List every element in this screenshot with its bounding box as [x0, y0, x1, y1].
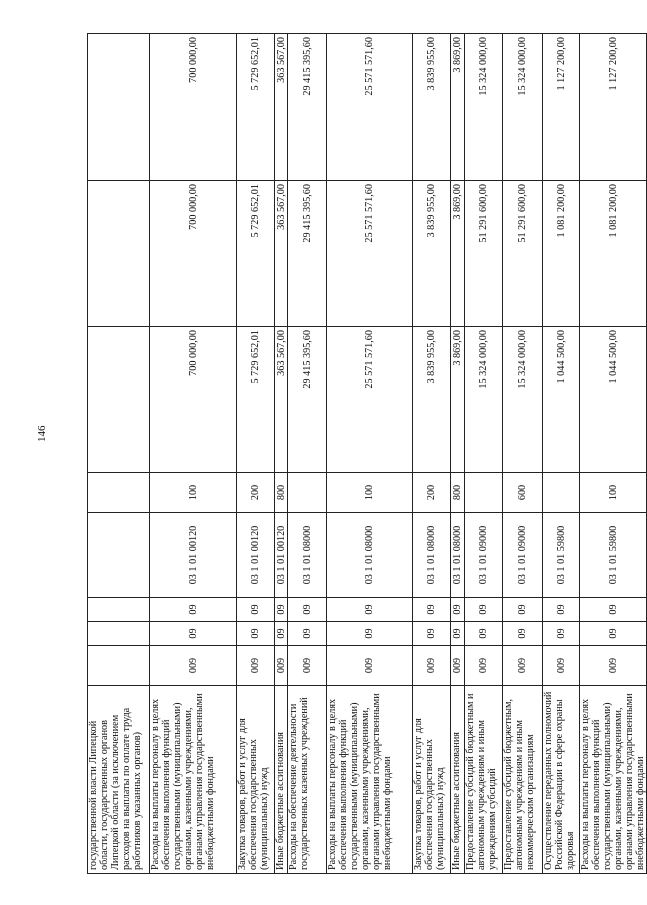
expense-type-cell: 800 [451, 473, 465, 513]
row-name-cell: Расходы на выплаты персоналу в целях обеспечения выполнения функций государственными (муниципальными) органами, казенными учреждениями, органами управления государственными внебюджетными фондами [327, 686, 413, 874]
row-name-cell: Расходы на выплаты персоналу в целях обеспечения выполнения функций государственными (муниципальными) органами, казенными учреждениями, органами управления государственными внебюджетными фондами [150, 686, 237, 874]
section-code-cell: 09 [503, 622, 543, 646]
subsection-code-cell [88, 598, 150, 622]
amount-year1-cell: 5 729 652,01 [237, 327, 275, 473]
amount-year3-cell: 5 729 652,01 [237, 34, 275, 181]
expense-type-cell [465, 473, 503, 513]
table-row [413, 34, 451, 874]
section-code-cell: 09 [275, 622, 288, 646]
amount-year1-cell: 1 044 500,00 [543, 327, 580, 473]
row-name-cell: Предоставление субсидий бюджетным и автономным учреждениям и иным учреждениям субсидий [465, 686, 503, 874]
amount-year2-cell: 3 839 955,00 [413, 181, 451, 327]
section-code-cell: 09 [150, 622, 237, 646]
table-row [451, 34, 465, 874]
table-row [543, 34, 580, 874]
amount-year2-cell: 363 567,00 [275, 181, 288, 327]
amount-year1-cell: 700 000,00 [150, 327, 237, 473]
ministry-code-cell [88, 646, 150, 686]
amount-year3-cell: 1 127 200,00 [580, 34, 647, 181]
amount-year2-cell: 700 000,00 [150, 181, 237, 327]
subsection-code-cell: 09 [275, 598, 288, 622]
page-number: 146 [36, 425, 48, 442]
section-code-cell [88, 622, 150, 646]
subsection-code-cell: 09 [465, 598, 503, 622]
row-name-cell: Расходы на обеспечение деятельности государственных казенных учреждений [288, 686, 327, 874]
amount-year1-cell [88, 327, 150, 473]
amount-year3-cell: 3 869,00 [451, 34, 465, 181]
expense-type-cell: 100 [150, 473, 237, 513]
target-code-cell: 03 1 01 09000 [503, 513, 543, 598]
section-code-cell: 09 [543, 622, 580, 646]
amount-year2-cell: 3 869,00 [451, 181, 465, 327]
amount-year2-cell: 51 291 600,00 [503, 181, 543, 327]
target-code-cell: 03 1 01 08000 [413, 513, 451, 598]
subsection-code-cell: 09 [451, 598, 465, 622]
amount-year1-cell: 3 869,00 [451, 327, 465, 473]
row-name-cell: Иные бюджетные ассигнования [275, 686, 288, 874]
amount-year3-cell: 15 324 000,00 [503, 34, 543, 181]
section-code-cell: 09 [237, 622, 275, 646]
amount-year1-cell: 363 567,00 [275, 327, 288, 473]
ministry-code-cell: 009 [543, 646, 580, 686]
amount-year3-cell: 15 324 000,00 [465, 34, 503, 181]
expense-type-cell: 100 [327, 473, 413, 513]
budget-table [87, 33, 647, 874]
target-code-cell: 03 1 01 08000 [451, 513, 465, 598]
target-code-cell: 03 1 01 08000 [288, 513, 327, 598]
row-name-cell: Расходы на выплаты персоналу в целях обеспечения выполнения функций государственными (муниципальными) органами, казенными учреждениями, органами управления государственными внебюджетными фондами [580, 686, 647, 874]
section-code-cell: 09 [327, 622, 413, 646]
subsection-code-cell: 09 [503, 598, 543, 622]
amount-year2-cell: 51 291 600,00 [465, 181, 503, 327]
ministry-code-cell: 009 [451, 646, 465, 686]
ministry-code-cell: 009 [503, 646, 543, 686]
subsection-code-cell: 09 [327, 598, 413, 622]
ministry-code-cell: 009 [237, 646, 275, 686]
amount-year3-cell: 25 571 571,60 [327, 34, 413, 181]
ministry-code-cell: 009 [413, 646, 451, 686]
target-code-cell: 03 1 01 00120 [275, 513, 288, 598]
amount-year1-cell: 15 324 000,00 [503, 327, 543, 473]
amount-year3-cell: 1 127 200,00 [543, 34, 580, 181]
ministry-code-cell: 009 [327, 646, 413, 686]
amount-year2-cell: 5 729 652,01 [237, 181, 275, 327]
subsection-code-cell: 09 [543, 598, 580, 622]
amount-year1-cell: 25 571 571,60 [327, 327, 413, 473]
table-row [88, 34, 150, 874]
section-code-cell: 09 [413, 622, 451, 646]
subsection-code-cell: 09 [288, 598, 327, 622]
table-row [465, 34, 503, 874]
row-name-cell: Осуществление переданных полномочий Российской Федерации в сфере охраны здоровья [543, 686, 580, 874]
expense-type-cell: 800 [275, 473, 288, 513]
amount-year3-cell: 363 567,00 [275, 34, 288, 181]
amount-year3-cell: 29 415 395,60 [288, 34, 327, 181]
target-code-cell [88, 513, 150, 598]
budget-table-wrapper [87, 34, 646, 874]
subsection-code-cell: 09 [580, 598, 647, 622]
table-row [580, 34, 647, 874]
row-name-cell: Иные бюджетные ассигнования [451, 686, 465, 874]
table-row [275, 34, 288, 874]
target-code-cell: 03 1 01 00120 [150, 513, 237, 598]
ministry-code-cell: 009 [150, 646, 237, 686]
expense-type-cell [88, 473, 150, 513]
amount-year2-cell: 1 081 200,00 [580, 181, 647, 327]
target-code-cell: 03 1 01 00120 [237, 513, 275, 598]
amount-year2-cell [88, 181, 150, 327]
table-row [288, 34, 327, 874]
ministry-code-cell: 009 [580, 646, 647, 686]
amount-year1-cell: 3 839 955,00 [413, 327, 451, 473]
target-code-cell: 03 1 01 09000 [465, 513, 503, 598]
amount-year1-cell: 1 044 500,00 [580, 327, 647, 473]
subsection-code-cell: 09 [150, 598, 237, 622]
amount-year3-cell [88, 34, 150, 181]
expense-type-cell: 600 [503, 473, 543, 513]
ministry-code-cell: 009 [275, 646, 288, 686]
section-code-cell: 09 [288, 622, 327, 646]
row-name-cell: государственной власти Липецкой области, государственных органов Липецкой области (за исключением расходов на выплаты по оплате труда работников указанных органов) [88, 686, 150, 874]
section-code-cell: 09 [465, 622, 503, 646]
subsection-code-cell: 09 [413, 598, 451, 622]
amount-year2-cell: 25 571 571,60 [327, 181, 413, 327]
amount-year3-cell: 700 000,00 [150, 34, 237, 181]
target-code-cell: 03 1 01 59800 [580, 513, 647, 598]
section-code-cell: 09 [580, 622, 647, 646]
row-name-cell: Закупка товаров, работ и услуг для обеспечения государственных (муниципальных) нужд [413, 686, 451, 874]
row-name-cell: Предоставление субсидий бюджетным, автономным учреждениям и иным некоммерческим организациям [503, 686, 543, 874]
expense-type-cell [288, 473, 327, 513]
expense-type-cell: 100 [580, 473, 647, 513]
table-row [150, 34, 237, 874]
amount-year2-cell: 29 415 395,60 [288, 181, 327, 327]
expense-type-cell: 200 [237, 473, 275, 513]
amount-year1-cell: 15 324 000,00 [465, 327, 503, 473]
row-name-cell: Закупка товаров, работ и услуг для обеспечения государственных (муниципальных) нужд [237, 686, 275, 874]
ministry-code-cell: 009 [288, 646, 327, 686]
table-row [503, 34, 543, 874]
target-code-cell: 03 1 01 59800 [543, 513, 580, 598]
section-code-cell: 09 [451, 622, 465, 646]
expense-type-cell [543, 473, 580, 513]
amount-year2-cell: 1 081 200,00 [543, 181, 580, 327]
table-row [237, 34, 275, 874]
table-row [327, 34, 413, 874]
target-code-cell: 03 1 01 08000 [327, 513, 413, 598]
ministry-code-cell: 009 [465, 646, 503, 686]
amount-year1-cell: 29 415 395,60 [288, 327, 327, 473]
subsection-code-cell: 09 [237, 598, 275, 622]
expense-type-cell: 200 [413, 473, 451, 513]
amount-year3-cell: 3 839 955,00 [413, 34, 451, 181]
